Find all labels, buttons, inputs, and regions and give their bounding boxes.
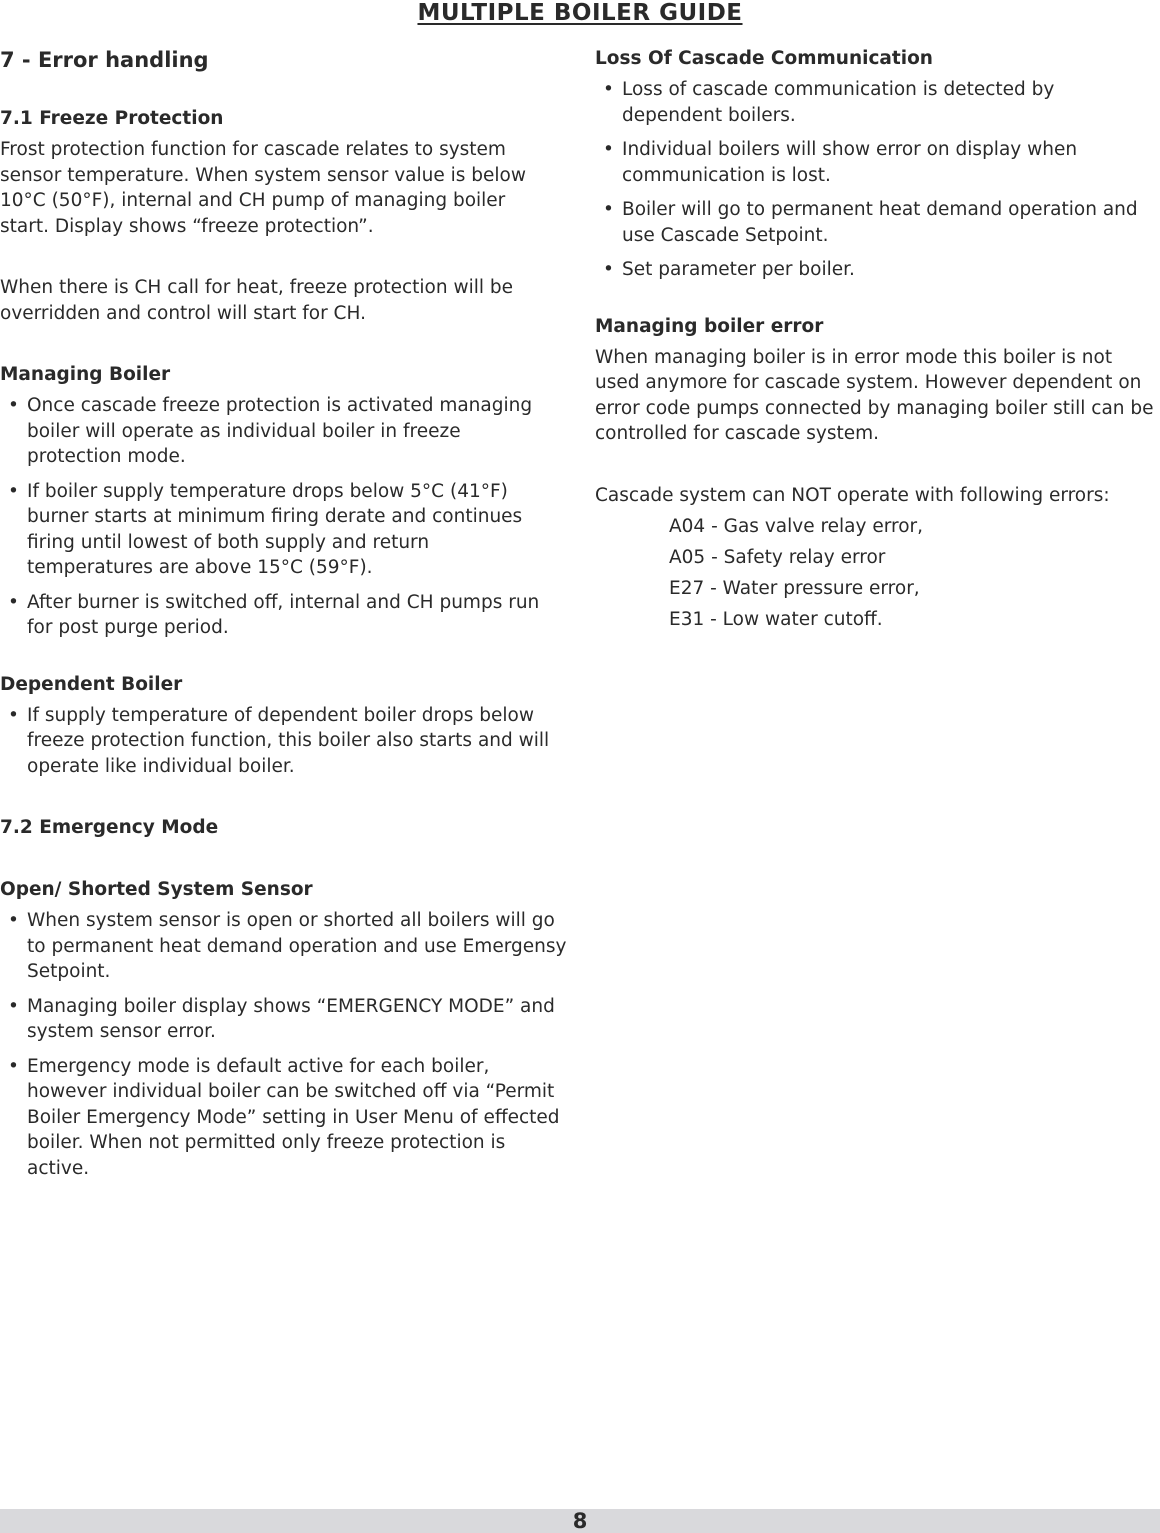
freeze-protection-paragraph: Frost protection function for cascade relates to system sensor temperature. When system sensor value is below 10°C (50°F), internal and CH pump of managing boiler start. Display shows “freeze protection”. — [0, 139, 526, 237]
sensor-heading: Open/ Shorted System Sensor — [0, 879, 313, 900]
list-item: • Loss of cascade communication is detected by dependent boilers. — [595, 77, 1155, 128]
list-item: • Once cascade freeze protection is activated managing boiler will operate as individual boiler in freeze protection mode. — [0, 393, 560, 470]
list-item: • Set parameter per boiler. — [595, 257, 1155, 283]
loss-communication-heading: Loss Of Cascade Communication — [595, 48, 933, 69]
loss-communication-list — [595, 77, 1155, 283]
list-item: • If supply temperature of dependent boiler drops below freeze protection function, this boiler also starts and will operate like individual boiler. — [0, 703, 565, 780]
page-title: MULTIPLE BOILER GUIDE — [417, 0, 743, 26]
list-item: • Emergency mode is default active for each boiler, however individual boiler can be switched off via “Permit Boiler Emergency Mode” setting in User Menu of effected boiler. When not permitted only freeze protection is active. — [0, 1054, 570, 1182]
list-item: • When system sensor is open or shorted all boilers will go to permanent heat demand operation and use Emergensy Setpoint. — [0, 908, 570, 985]
freeze-override-paragraph: When there is CH call for heat, freeze protection will be overridden and control will start for CH. — [0, 277, 514, 324]
managing-boiler-heading: Managing Boiler — [0, 364, 171, 385]
managing-boiler-list — [0, 393, 560, 641]
section-title: 7 - Error handling — [0, 48, 209, 72]
left-column — [0, 44, 570, 1190]
dependent-boiler-heading: Dependent Boiler — [0, 673, 183, 695]
sensor-list — [0, 908, 570, 1181]
error-code-item: E31 - Low water cutoff. — [669, 609, 883, 630]
error-code-list — [595, 511, 1160, 635]
list-item: • If boiler supply temperature drops below 5°C (41°F) burner starts at minimum firing derate and continues firing until lowest of both supply and return temperatures are above 15°C (59°F). — [0, 479, 560, 581]
freeze-protection-heading: 7.1 Freeze Protection — [0, 108, 224, 129]
list-item: • Managing boiler display shows “EMERGENCY MODE” and system sensor error. — [0, 994, 570, 1045]
error-code-item: E27 - Water pressure error, — [669, 578, 920, 599]
dependent-boiler-list — [0, 703, 565, 780]
list-item: • Individual boilers will show error on display when communication is lost. — [595, 137, 1155, 188]
right-column — [595, 44, 1160, 635]
error-code-item: A05 - Safety relay error — [669, 547, 886, 568]
page-number: 8 — [572, 1509, 588, 1533]
list-item: • After burner is switched off, internal and CH pumps run for post purge period. — [0, 590, 560, 641]
page-footer — [0, 1509, 1160, 1533]
managing-error-heading: Managing boiler error — [595, 315, 824, 337]
error-code-item: A04 - Gas valve relay error, — [669, 516, 924, 537]
list-item: • Boiler will go to permanent heat demand operation and use Cascade Setpoint. — [595, 197, 1155, 248]
emergency-mode-heading: 7.2 Emergency Mode — [0, 817, 219, 838]
cannot-operate-intro: Cascade system can NOT operate with following errors: — [595, 484, 1110, 506]
managing-error-paragraph: When managing boiler is in error mode this boiler is not used anymore for cascade system. However dependent on error code pumps connected by managing boiler still can be controlled for cascade system. — [595, 346, 1154, 444]
